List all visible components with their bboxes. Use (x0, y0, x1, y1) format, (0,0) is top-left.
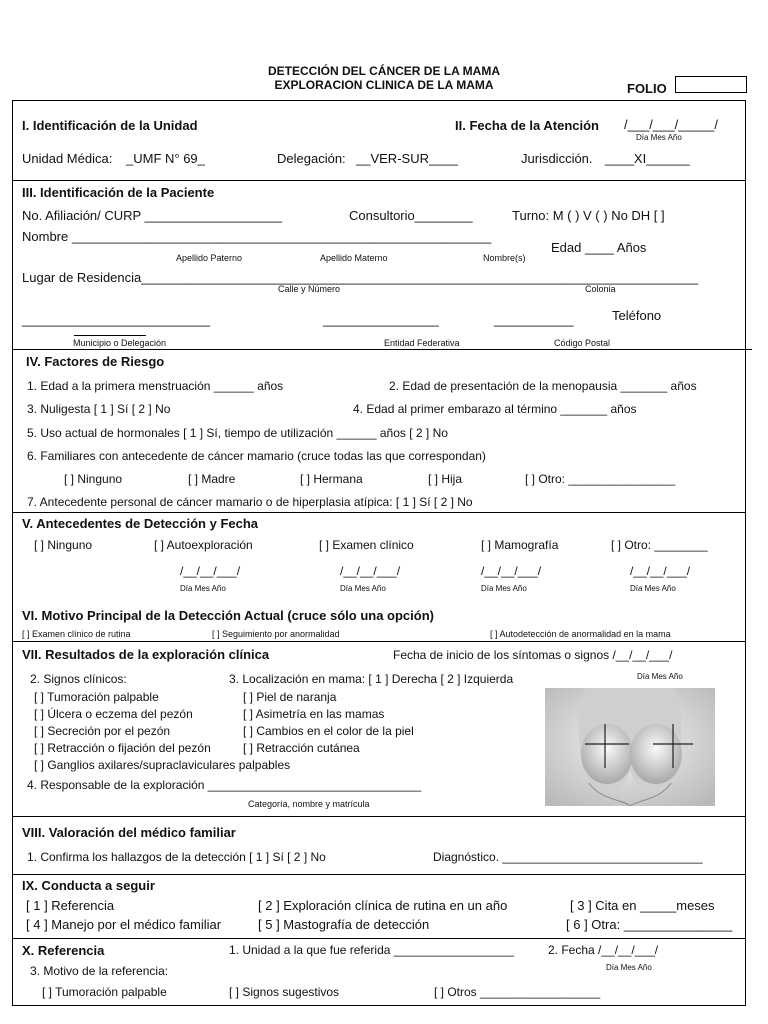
antecedente-autoexploracion-checkbox[interactable]: [ ] Autoexploración (154, 538, 253, 552)
antecedente-otro-checkbox[interactable]: [ ] Otro: ________ (611, 538, 708, 552)
section-1-heading: I. Identificación de la Unidad (22, 118, 198, 133)
sintomas-date-caption: Día Mes Año (637, 672, 683, 681)
section-4-heading: IV. Factores de Riesgo (26, 354, 165, 369)
conducta-cita-option[interactable]: [ 3 ] Cita en _____meses (570, 898, 715, 913)
autoexploracion-date[interactable]: /__/__/___/ (180, 564, 241, 578)
nombre-field[interactable]: Nombre __________________________________________________________ (22, 229, 492, 244)
municipio-caption: Municipio o Delegación (73, 338, 167, 348)
referencia-fecha-field[interactable]: 2. Fecha /__/__/___/ (548, 943, 659, 957)
divider (12, 641, 746, 642)
examen-date[interactable]: /__/__/___/ (340, 564, 401, 578)
conducta-mastografia-option[interactable]: [ 5 ] Mastografía de detección (258, 917, 430, 932)
municipio-field[interactable]: __________________________ (22, 312, 210, 327)
section-8-heading: VIII. Valoración del médico familiar (22, 825, 236, 840)
signo-retraccion-pezon-checkbox[interactable]: [ ] Retracción o fijación del pezón (34, 741, 211, 755)
apellido-materno-caption: Apellido Materno (320, 253, 388, 263)
telefono-label: Teléfono (612, 308, 662, 323)
referencia-tumoracion-checkbox[interactable]: [ ] Tumoración palpable (42, 985, 167, 999)
familiar-hija-checkbox[interactable]: [ ] Hija (428, 472, 463, 486)
responsable-field[interactable]: 4. Responsable de la exploración ________________________________ (27, 778, 422, 792)
familiar-ninguno-checkbox[interactable]: [ ] Ninguno (64, 472, 123, 486)
confirma-field[interactable]: 1. Confirma los hallazgos de la detección [ 1 ] Sí [ 2 ] No (27, 850, 326, 864)
familiar-otro-checkbox[interactable]: [ ] Otro: ________________ (525, 472, 676, 486)
jurisdiccion-label: Jurisdicción. (521, 151, 593, 166)
motivo-autodeteccion-checkbox[interactable]: [ ] Autodetección de anormalidad en la mama (490, 629, 671, 639)
diagnostico-field[interactable]: Diagnóstico. ______________________________ (433, 850, 703, 864)
delegacion-label: Delegación: (277, 151, 346, 166)
turno-field[interactable]: Turno: M ( ) V ( ) No DH [ ] (512, 208, 665, 223)
apellido-paterno-caption: Apellido Paterno (176, 253, 243, 263)
riesgo-q4[interactable]: 4. Edad al primer embarazo al término _______ años (353, 402, 637, 416)
unidad-label: Unidad Médica: (22, 151, 113, 166)
section-2-heading: II. Fecha de la Atención (455, 118, 599, 133)
section-9-heading: IX. Conducta a seguir (22, 878, 155, 893)
referida-unidad-field[interactable]: 1. Unidad a la que fue referida __________________ (229, 943, 514, 957)
conducta-exploracion-option[interactable]: [ 2 ] Exploración clínica de rutina en un año (258, 898, 508, 913)
section-10-heading: X. Referencia (22, 943, 105, 958)
attention-date-caption: Día Mes Año (636, 133, 682, 142)
section-5-heading: V. Antecedentes de Detección y Fecha (22, 516, 259, 531)
afiliacion-field[interactable]: No. Afiliación/ CURP ___________________ (22, 208, 282, 223)
divider (12, 938, 746, 939)
folio-field[interactable] (675, 76, 747, 93)
mamografia-date[interactable]: /__/__/___/ (481, 564, 542, 578)
referencia-fecha-caption: Día Mes Año (606, 963, 652, 972)
divider (12, 512, 746, 513)
consultorio-field[interactable]: Consultorio________ (349, 208, 473, 223)
familiar-hermana-checkbox[interactable]: [ ] Hermana (300, 472, 363, 486)
entidad-caption: Entidad Federativa (384, 338, 460, 348)
riesgo-q7[interactable]: 7. Antecedente personal de cáncer mamario o de hiperplasia atípica: [ 1 ] Sí [ 2 ] No (27, 495, 473, 509)
familiar-madre-checkbox[interactable]: [ ] Madre (188, 472, 236, 486)
calle-caption: Calle y Número (278, 284, 341, 294)
motivo-rutina-checkbox[interactable]: [ ] Examen clínico de rutina (22, 629, 131, 639)
riesgo-q2[interactable]: 2. Edad de presentación de la menopausia _______ años (389, 379, 697, 393)
mamografia-date-caption: Día Mes Año (481, 584, 527, 593)
referencia-signos-checkbox[interactable]: [ ] Signos sugestivos (229, 985, 340, 999)
motivo-referencia-label: 3. Motivo de la referencia: (30, 964, 169, 978)
conducta-manejo-option[interactable]: [ 4 ] Manejo por el médico familiar (26, 917, 222, 932)
attention-date-field[interactable]: /___/___/_____/ (624, 117, 718, 132)
form-subtitle: EXPLORACION CLINICA DE LA MAMA (274, 78, 494, 92)
residencia-field[interactable]: Lugar de Residencia_____________________________________________________________________________ (22, 270, 698, 285)
signo-asimetria-checkbox[interactable]: [ ] Asimetría en las mamas (243, 707, 385, 721)
sintomas-date-field[interactable]: Fecha de inicio de los síntomas o signos /__/__/___/ (393, 648, 673, 662)
signo-retraccion-cutanea-checkbox[interactable]: [ ] Retracción cutánea (243, 741, 360, 755)
colonia-caption: Colonia (585, 284, 616, 294)
otro-date[interactable]: /__/__/___/ (630, 564, 691, 578)
telefono-underline (74, 335, 146, 336)
divider (12, 349, 752, 350)
signo-ganglios-checkbox[interactable]: [ ] Ganglios axilares/supraclaviculares palpables (34, 758, 291, 772)
autoexploracion-date-caption: Día Mes Año (180, 584, 226, 593)
divider (12, 180, 746, 181)
localizacion-field[interactable]: 3. Localización en mama: [ 1 ] Derecha [ 2 ] Izquierda (229, 672, 514, 686)
divider (12, 874, 746, 875)
delegacion-value[interactable]: __VER-SUR____ (356, 151, 458, 166)
signo-piel-naranja-checkbox[interactable]: [ ] Piel de naranja (243, 690, 337, 704)
motivo-seguimiento-checkbox[interactable]: [ ] Seguimiento por anormalidad (212, 629, 340, 639)
otro-date-caption: Día Mes Año (630, 584, 676, 593)
signo-color-piel-checkbox[interactable]: [ ] Cambios en el color de la piel (243, 724, 414, 738)
entidad-field[interactable]: ________________ (323, 312, 439, 327)
section-3-heading: III. Identificación de la Paciente (22, 185, 215, 200)
conducta-referencia-option[interactable]: [ 1 ] Referencia (26, 898, 115, 913)
section-7-heading: VII. Resultados de la exploración clínica (22, 647, 270, 662)
nombres-caption: Nombre(s) (483, 253, 526, 263)
antecedente-mamografia-checkbox[interactable]: [ ] Mamografía (481, 538, 559, 552)
categoria-caption: Categoría, nombre y matrícula (248, 799, 370, 809)
examen-date-caption: Día Mes Año (340, 584, 386, 593)
edad-field[interactable]: Edad ____ Años (551, 240, 647, 255)
antecedente-ninguno-checkbox[interactable]: [ ] Ninguno (34, 538, 93, 552)
riesgo-q5[interactable]: 5. Uso actual de hormonales [ 1 ] Sí, tiempo de utilización ______ años [ 2 ] No (27, 426, 448, 440)
signos-label: 2. Signos clínicos: (30, 672, 127, 686)
form-title: DETECCIÓN DEL CÁNCER DE LA MAMA (267, 64, 500, 78)
signo-ulcera-checkbox[interactable]: [ ] Úlcera o eczema del pezón (34, 707, 193, 721)
divider (12, 816, 746, 817)
conducta-otra-option[interactable]: [ 6 ] Otra: _______________ (566, 917, 733, 932)
section-6-heading: VI. Motivo Principal de la Detección Actual (cruce sólo una opción) (22, 608, 434, 623)
jurisdiccion-value[interactable]: ____XI______ (605, 151, 690, 166)
riesgo-q1[interactable]: 1. Edad a la primera menstruación ______ años (27, 379, 284, 393)
signo-tumoracion-checkbox[interactable]: [ ] Tumoración palpable (34, 690, 159, 704)
unidad-value[interactable]: _UMF N° 69_ (126, 151, 205, 166)
signo-secrecion-checkbox[interactable]: [ ] Secreción por el pezón (34, 724, 171, 738)
cp-field[interactable]: ___________ (494, 312, 574, 327)
riesgo-q3[interactable]: 3. Nuligesta [ 1 ] Sí [ 2 ] No (27, 402, 171, 416)
antecedente-examen-checkbox[interactable]: [ ] Examen clínico (319, 538, 414, 552)
folio-label: FOLIO (627, 81, 667, 96)
riesgo-q6: 6. Familiares con antecedente de cáncer mamario (cruce todas las que correspondan) (27, 449, 486, 463)
breast-diagram[interactable] (545, 688, 715, 806)
cp-caption: Código Postal (554, 338, 611, 348)
referencia-otros-checkbox[interactable]: [ ] Otros __________________ (434, 985, 601, 999)
